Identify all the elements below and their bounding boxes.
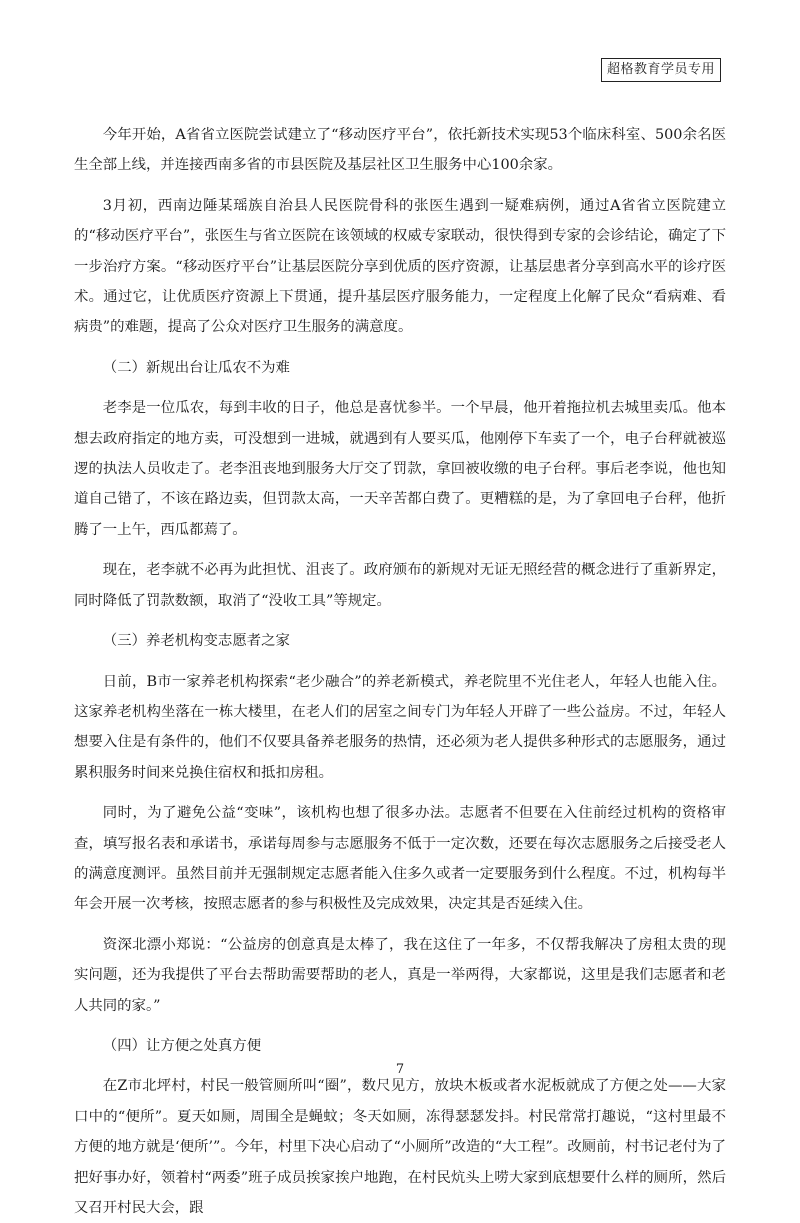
page-number: 7 [395, 1062, 405, 1077]
paragraph: 资深北漂小郑说：“公益房的创意真是太棒了，我在这住了一年多，不仅帮我解决了房租太贵的现实问题，还为我提供了平台去帮助需要帮助的老人，真是一举两得，大家都说，这里是我们志愿者和老人共同的家。” [74, 936, 726, 1014]
paragraph: 同时，为了避免公益“变味”，该机构也想了很多办法。志愿者不但要在入住前经过机构的资格审查，填写报名表和承诺书，承诺每周参与志愿服务不低于一定次数，还要在每次志愿服务之后接受老人的满意度测评。虽然目前并无强制规定志愿者能入住多久或者一定要服务到什么程度。不过，机构每半年会开展一次考核，按照志愿者的参与积极性及完成效果，决定其是否延续入住。 [74, 805, 726, 913]
watermark-stamp: 超格教育学员专用 [601, 58, 721, 82]
paragraph: 今年开始，A省省立医院尝试建立了“移动医疗平台”，依托新技术实现53个临床科室、500余名医生全部上线，并连接西南多省的市县医院及基层社区卫生服务中心100余家。 [74, 127, 726, 174]
section-heading: （二）新规出台让瓜农不为难 [102, 359, 290, 376]
section-heading: （四）让方便之处真方便 [102, 1037, 262, 1054]
paragraph: 3月初，西南边陲某瑶族自治县人民医院骨科的张医生遇到一疑难病例，通过A省省立医院建立的“移动医疗平台”，张医生与省立医院在该领域的权威专家联动，很快得到专家的会诊结论，确定了下一步治疗方案。“移动医疗平台”让基层医院分享到优质的医疗资源，让基层患者分享到高水平的诊疗医术。通过它，让优质医疗资源上下贯通，提升基层医疗服务能力，一定程度上化解了民众“看病难、看病贵”的难题，提高了公众对医疗卫生服务的满意度。 [74, 197, 726, 336]
paragraph: 在Z市北坪村，村民一般管厕所叫“圈”，数尺见方，放块木板或者水泥板就成了方便之处——大家口中的“便所”。夏天如厕，周围全是蝇蚊；冬天如厕，冻得瑟瑟发抖。村民常常打趣说，“这村里最不方便的地方就是‘便所’”。今年，村里下决心启动了“小厕所”改造的“大工程”。改厕前，村书记老付为了把好事办好，领着村“两委”班子成员挨家挨户地跑，在村民炕头上唠大家到底想要什么样的厕所，然后又召开村民大会，跟 [74, 1078, 726, 1216]
section-heading: （三）养老机构变志愿者之家 [102, 633, 290, 650]
paragraph: 现在，老李就不必再为此担忧、沮丧了。政府颁布的新规对无证无照经营的概念进行了重新界定，同时降低了罚款数额，取消了“没收工具”等规定。 [74, 562, 726, 609]
document-body [74, 120, 726, 1223]
paragraph: 日前，B市一家养老机构探索“老少融合”的养老新模式，养老院里不光住老人，年轻人也能入住。这家养老机构坐落在一栋大楼里，在老人们的居室之间专门为年轻人开辟了一些公益房。不过，年轻人想要入住是有条件的，他们不仅要具备养老服务的热情，还必须为老人提供多种形式的志愿服务，通过累积服务时间来兑换住宿权和抵扣房租。 [74, 673, 726, 781]
paragraph: 老李是一位瓜农，每到丰收的日子，他总是喜忧参半。一个早晨，他开着拖拉机去城里卖瓜。他本想去政府指定的地方卖，可没想到一进城，就遇到有人要买瓜，他刚停下车卖了一个，电子台秤就被巡逻的执法人员收走了。老李沮丧地到服务大厅交了罚款，拿回被收缴的电子台秤。事后老李说，他也知道自己错了，不该在路边卖，但罚款太高，一天辛苦都白费了。更糟糕的是，为了拿回电子台秤，他折腾了一上午，西瓜都蔫了。 [74, 400, 726, 538]
